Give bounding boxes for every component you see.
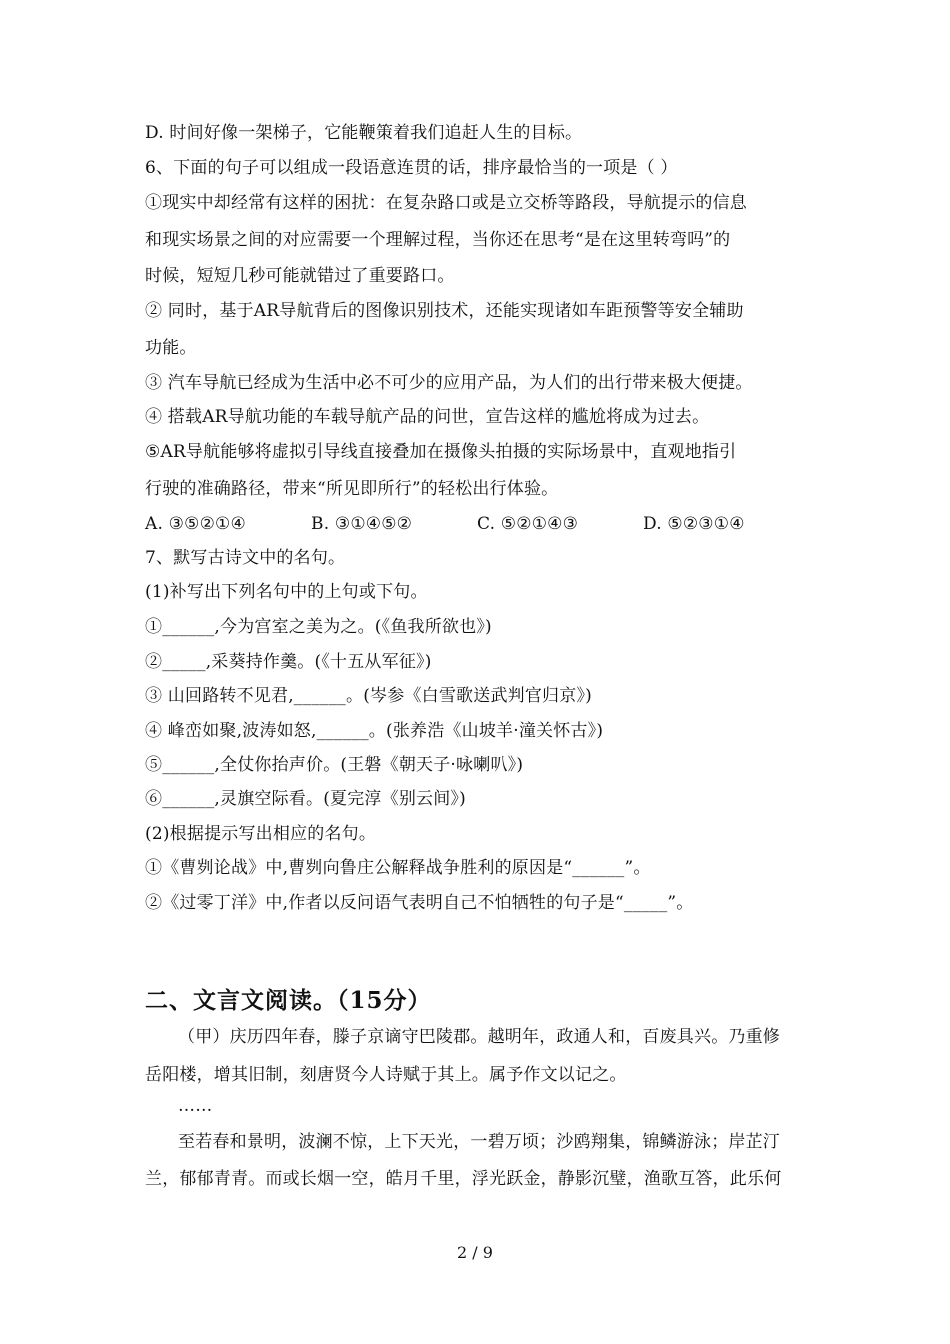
q7-item-6: ⑥______,灵旗空际看。(夏完淳《别云间》) — [145, 789, 466, 809]
q6-sentence-5-line-2: 行驶的准确路径，带来“所见即所行”的轻松出行体验。 — [145, 479, 559, 499]
q5-option-d: D. 时间好像一架梯子，它能鞭策着我们追赶人生的目标。 — [145, 123, 583, 143]
q6-option-c: C. ⑤②①④③ — [477, 514, 579, 534]
q7-part2-item-1: ①《曹刿论战》中,曹刿向鲁庄公解释战争胜利的原因是“______”。 — [145, 858, 651, 878]
q6-sentence-1-line-2: 和现实场景之间的对应需要一个理解过程，当你还在思考“是在这里转弯吗”的 — [145, 230, 731, 250]
q7-item-1: ①______,今为宫室之美为之。(《鱼我所欲也》) — [145, 617, 492, 637]
passage-p2-line-2: 兰，郁郁青青。而或长烟一空，皓月千里，浮光跃金，静影沉璧，渔歌互答，此乐何 — [145, 1169, 782, 1189]
q7-prompt: 7、默写古诗文中的名句。 — [145, 548, 346, 568]
q7-part2-item-2: ②《过零丁洋》中,作者以反问语气表明自己不怕牺牲的句子是“_____”。 — [145, 893, 694, 913]
q6-options — [145, 513, 825, 535]
q6-option-d: D. ⑤②③①④ — [643, 514, 745, 534]
q6-sentence-5-line-1: ⑤AR导航能够将虚拟引导线直接叠加在摄像头拍摄的实际场景中，直观地指引 — [145, 442, 737, 462]
q6-sentence-1-line-1: ①现实中却经常有这样的困扰：在复杂路口或是立交桥等路段，导航提示的信息 — [145, 193, 747, 213]
q7-part1-title: (1)补写出下列名句中的上句或下句。 — [145, 582, 428, 602]
q6-sentence-2-line-2: 功能。 — [145, 338, 197, 358]
page-number: 2 / 9 — [457, 1243, 493, 1262]
passage-p1-line-1: （甲）庆历四年春，滕子京谪守巴陵郡。越明年，政通人和，百废具兴。乃重修 — [178, 1027, 780, 1047]
q7-item-2: ②_____,采葵持作羹。(《十五从军征》) — [145, 652, 432, 672]
section-title: 二、文言文阅读。（15分） — [145, 987, 432, 1014]
q6-sentence-2-line-1: ② 同时，基于AR导航背后的图像识别技术，还能实现诸如车距预警等安全辅助 — [145, 301, 744, 321]
q6-prompt: 6、下面的句子可以组成一段语意连贯的话，排序最恰当的一项是（ ） — [145, 158, 678, 178]
q7-item-4: ④ 峰峦如聚,波涛如怒,______。(张养浩《山坡羊·潼关怀古》) — [145, 721, 604, 741]
passage-p2-line-1: 至若春和景明，波澜不惊，上下天光，一碧万顷；沙鸥翔集，锦鳞游泳；岸芷汀 — [178, 1132, 780, 1152]
passage-p1-line-2: 岳阳楼，增其旧制，刻唐贤今人诗赋于其上。属予作文以记之。 — [145, 1065, 627, 1085]
q7-item-3: ③ 山回路转不见君,______。(岑参《白雪歌送武判官归京》) — [145, 686, 592, 706]
passage-ellipsis: …… — [178, 1096, 213, 1116]
q6-sentence-3: ③ 汽车导航已经成为生活中必不可少的应用产品，为人们的出行带来极大便捷。 — [145, 373, 753, 393]
q6-sentence-1-line-3: 时候，短短几秒可能就错过了重要路口。 — [145, 266, 455, 286]
q6-option-b: B. ③①④⑤② — [311, 514, 413, 534]
q6-option-a: A. ③⑤②①④ — [145, 514, 246, 534]
q7-part2-title: (2)根据提示写出相应的名句。 — [145, 824, 377, 844]
q7-item-5: ⑤______,全仗你抬声价。(王磐《朝天子·咏喇叭》) — [145, 755, 524, 775]
q6-sentence-4: ④ 搭载AR导航功能的车载导航产品的问世，宣告这样的尴尬将成为过去。 — [145, 407, 710, 427]
